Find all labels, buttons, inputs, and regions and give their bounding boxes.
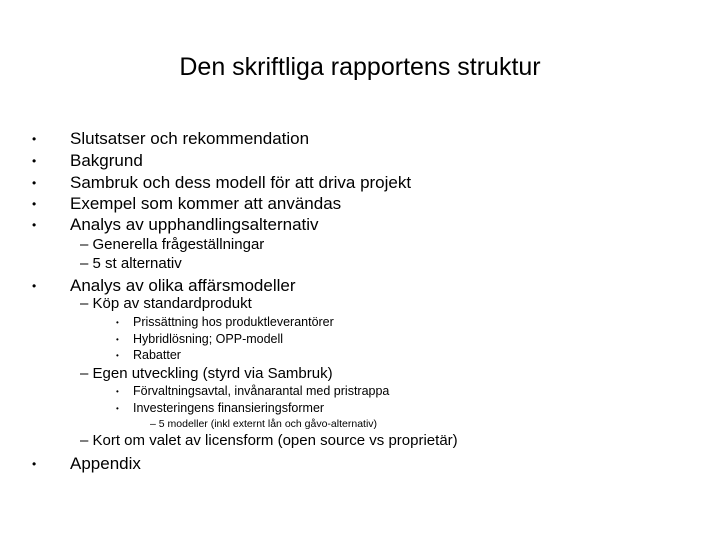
- bullet: •: [116, 404, 119, 413]
- outline-subitem: – Kort om valet av licensform (open source vs proprietär): [80, 432, 458, 449]
- outline-item-label: Exempel som kommer att användas: [70, 194, 342, 213]
- bullet: •: [32, 154, 37, 168]
- outline-subitem: – Köp av standardprodukt: [80, 295, 252, 312]
- outline-subsubitem-label: Prissättning hos produktleverantörer: [133, 315, 334, 329]
- bullet: •: [116, 387, 119, 396]
- bullet: •: [116, 351, 119, 360]
- outline-subsubitem: [116, 400, 325, 416]
- bullet: •: [32, 176, 37, 190]
- outline-item-6: [32, 275, 296, 297]
- outline-subsubitem: [116, 347, 181, 363]
- bullet: •: [32, 218, 37, 232]
- outline-subsubitem-label: Investeringens finansieringsformer: [133, 401, 325, 415]
- outline-subitem: – 5 st alternativ: [80, 255, 182, 272]
- outline-item-4: [32, 193, 342, 215]
- bullet: •: [116, 335, 119, 344]
- outline-subsubitem-label: Rabatter: [133, 348, 181, 362]
- outline-subitem: – Generella frågeställningar: [80, 236, 265, 253]
- bullet: •: [32, 132, 37, 146]
- bullet: •: [32, 279, 37, 293]
- outline-subsubitem-label: Hybridlösning; OPP-modell: [133, 332, 284, 346]
- outline-item-label: Slutsatser och rekommendation: [70, 129, 310, 148]
- outline-item-label: Sambruk och dess modell för att driva projekt: [70, 173, 412, 192]
- outline-item-label: Appendix: [70, 454, 141, 473]
- outline-item-label: Analys av olika affärsmodeller: [70, 276, 296, 295]
- bullet: •: [116, 318, 119, 327]
- outline-item-5: [32, 214, 319, 236]
- outline-item-label: Analys av upphandlingsalternativ: [70, 215, 319, 234]
- outline-subitem: – Egen utveckling (styrd via Sambruk): [80, 365, 333, 382]
- bullet: •: [32, 197, 37, 211]
- outline-subsubsubitem: – 5 modeller (inkl externt lån och gåvo-alternativ): [150, 418, 378, 430]
- outline-item-7: [32, 453, 141, 475]
- outline-subsubitem: [116, 314, 334, 330]
- bullet: •: [32, 457, 37, 471]
- outline-item-3: [32, 172, 412, 194]
- outline-item-label: Bakgrund: [70, 151, 143, 170]
- outline-subsubitem-label: Förvaltningsavtal, invånarantal med pristrappa: [133, 384, 390, 398]
- outline-item-1: [32, 128, 310, 150]
- outline-item-2: [32, 150, 143, 172]
- slide-title: Den skriftliga rapportens struktur: [179, 53, 541, 81]
- outline-subsubitem: [116, 331, 284, 347]
- outline-subsubitem: [116, 383, 390, 399]
